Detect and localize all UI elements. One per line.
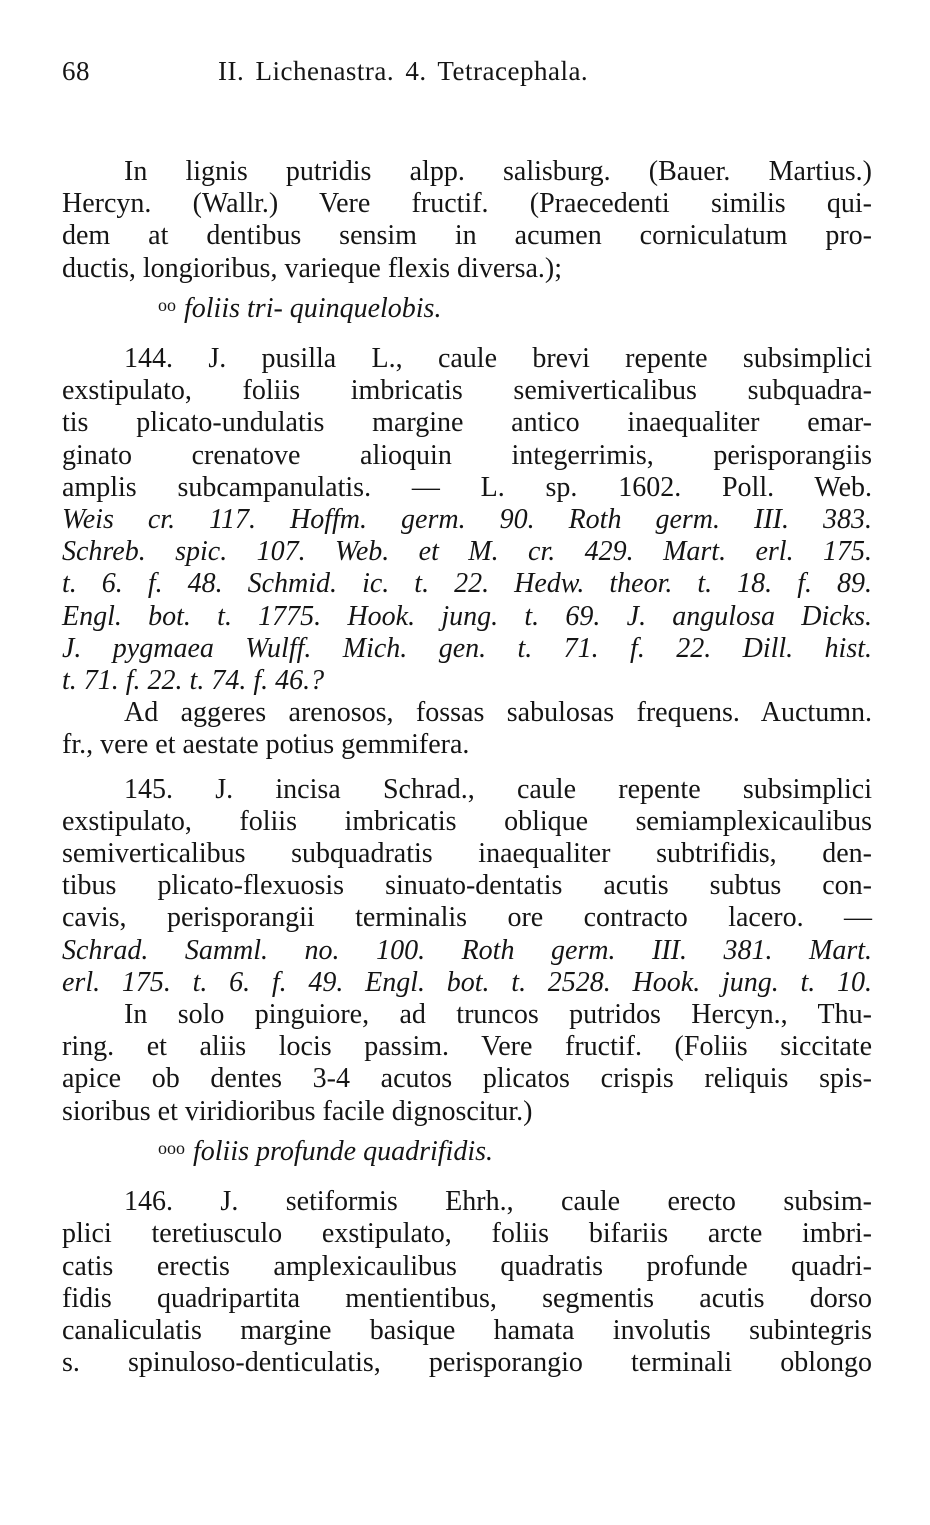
text-line: tis plicato-undulatis margine antico inaequaliter emar-	[62, 407, 872, 439]
reference-line: J. pygmaea Wulff. Mich. gen. t. 71. f. 22. Dill. hist.	[62, 632, 872, 664]
page-body	[62, 156, 872, 1379]
text-line: Ad aggeres arenosos, fossas sabulosas frequens. Auctumn.	[124, 697, 872, 729]
text-line: plici teretiusculo exstipulato, foliis bifariis arcte imbri-	[62, 1218, 872, 1250]
page-number: 68	[62, 56, 90, 86]
text-line: semiverticalibus subquadratis inaequaliter subtrifidis, den-	[62, 838, 872, 870]
habitat-145	[62, 999, 872, 1128]
text-line: sioribus et viridioribus facile dignoscitur.)	[62, 1095, 533, 1127]
text-line: fr., vere et aestate potius gemmifera.	[62, 729, 470, 761]
text-line: canaliculatis margine basique hamata involutis subintegris	[62, 1314, 872, 1346]
section-label: foliis profunde quadrifidis.	[193, 1135, 493, 1167]
reference-line: Schrad. Samml. no. 100. Roth germ. III. 381. Mart.	[62, 934, 872, 966]
section-heading-quadrifidis	[62, 1132, 872, 1168]
entry-heading-line: 144. J. pusilla L., caule brevi repente subsimplici	[124, 343, 872, 375]
section-marker: oo	[158, 294, 176, 315]
entry-heading-line: 146. J. setiformis Ehrh., caule erecto subsim-	[124, 1186, 872, 1218]
text-line: exstipulato, foliis imbricatis oblique semiamplexicaulibus	[62, 805, 872, 837]
habitat-144	[62, 697, 872, 761]
section-heading-trilobis	[62, 289, 872, 325]
section-label: foliis tri- quinquelobis.	[184, 292, 442, 324]
text-line: ginato crenatove alioquin integerrimis, perisporangiis	[62, 439, 872, 471]
text-line: cavis, perisporangii terminalis ore contracto lacero. —	[62, 902, 872, 934]
reference-line: Schreb. spic. 107. Web. et M. cr. 429. Mart. erl. 175.	[62, 536, 872, 568]
text-line: amplis subcampanulatis. — L. sp. 1602. Poll. Web.	[62, 471, 872, 503]
text-line: In lignis putridis alpp. salisburg. (Bauer. Martius.)	[124, 156, 872, 187]
text-line: s. spinuloso-denticulatis, perisporangio terminali oblongo	[62, 1347, 872, 1379]
running-head	[62, 46, 872, 94]
text-line: catis erectis amplexicaulibus quadratis profunde quadri-	[62, 1250, 872, 1282]
reference-line: t. 71. f. 22. t. 74. f. 46.?	[62, 665, 325, 697]
entry-146	[62, 1186, 872, 1379]
entry-heading-line: 145. J. incisa Schrad., caule repente subsimplici	[124, 773, 872, 805]
text-line: Hercyn. (Wallr.) Vere fructif. (Praecedenti similis qui-	[62, 188, 872, 220]
book-page	[62, 46, 872, 1379]
entry-145	[62, 774, 872, 999]
reference-line: Engl. bot. t. 1775. Hook. jung. t. 69. J. angulosa Dicks.	[62, 600, 872, 632]
text-line: ring. et aliis locis passim. Vere fructif. (Foliis siccitate	[62, 1031, 872, 1063]
reference-line: Weis cr. 117. Hoffm. germ. 90. Roth germ. III. 383.	[62, 504, 872, 536]
text-line: fidis quadripartita mentientibus, segmentis acutis dorso	[62, 1282, 872, 1314]
entry-144	[62, 343, 872, 697]
text-line: In solo pinguiore, ad truncos putridos Hercyn., Thu-	[124, 999, 872, 1031]
text-line: ductis, longioribus, varieque flexis diversa.);	[62, 252, 562, 284]
text-line: apice ob dentes 3-4 acutos plicatos crispis reliquis spis-	[62, 1063, 872, 1095]
text-line: exstipulato, foliis imbricatis semiverticalibus subquadra-	[62, 375, 872, 407]
section-marker: ooo	[158, 1137, 185, 1158]
paragraph-habitat-intro	[62, 156, 872, 285]
running-title: II. Lichenastra. 4. Tetracephala.	[218, 56, 589, 86]
text-line: dem at dentibus sensim in acumen corniculatum pro-	[62, 220, 872, 252]
reference-line: erl. 175. t. 6. f. 49. Engl. bot. t. 2528. Hook. jung. t. 10.	[62, 966, 872, 998]
reference-line: t. 6. f. 48. Schmid. ic. t. 22. Hedw. theor. t. 18. f. 89.	[62, 568, 872, 600]
text-line: tibus plicato-flexuosis sinuato-dentatis acutis subtus con-	[62, 870, 872, 902]
